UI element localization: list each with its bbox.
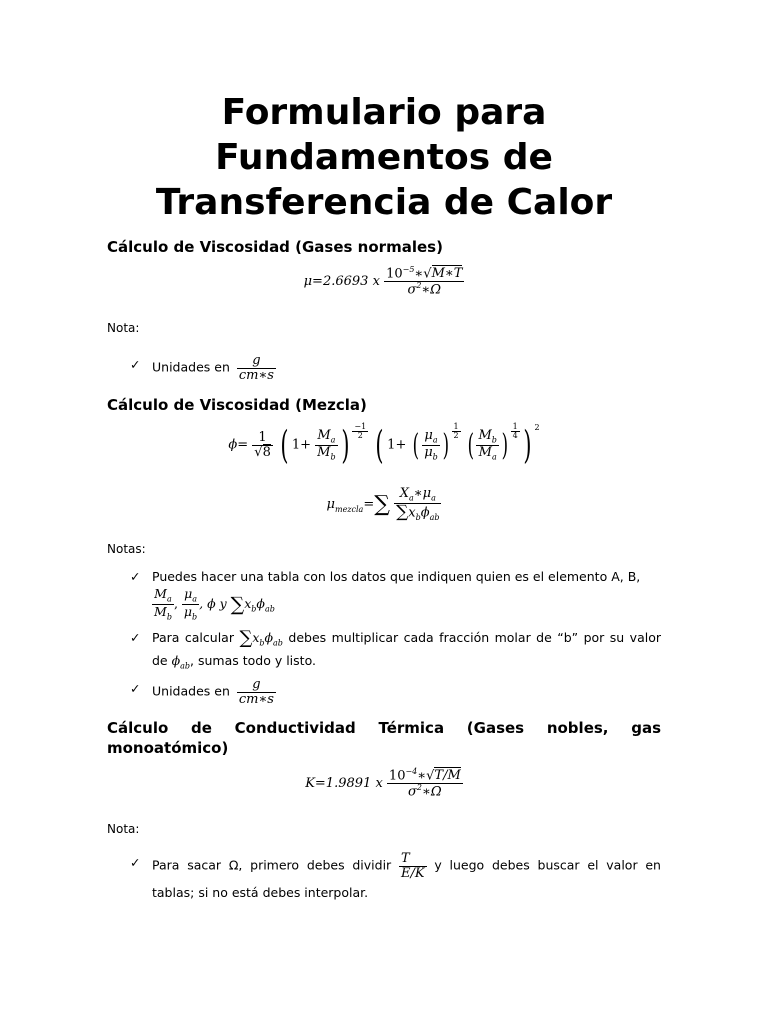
nota-label-2: Notas: xyxy=(107,542,146,556)
bullet-text: Para sacar Ω, primero debes dividir $\frac{T}{E/K}$ y luego debes buscar el valor en xyxy=(152,851,661,881)
section-heading-viscosity-normal: Cálculo de Viscosidad (Gases normales) xyxy=(107,238,443,256)
formula-x: x xyxy=(372,273,380,289)
bullet-text: Unidades en xyxy=(152,359,230,375)
check-icon: ✓ xyxy=(130,569,141,584)
section-heading-viscosity-mix: Cálculo de Viscosidad (Mezcla) xyxy=(107,396,367,414)
list-item xyxy=(130,566,661,628)
check-icon: ✓ xyxy=(130,630,141,645)
bullet-text: Para calcular $\sum x_b\phi_{ab}$ debes multiplicar cada fracción molar de “b” por su valor xyxy=(152,627,662,649)
check-icon: ✓ xyxy=(130,855,141,870)
formula-fraction: $\frac{10^{-4}∗√T/M}{\sigma^2∗\Omega}$ xyxy=(388,767,461,800)
section-heading-conductivity: Cálculo de Conductividad Térmica (Gases nobles, gas monoatómico) xyxy=(107,719,661,757)
bullet-text: Puedes hacer una tabla con los datos que indiquen quien es el elemento A, B, xyxy=(152,569,641,584)
viscosity-normal-formula xyxy=(0,266,768,297)
formula-lhs: μ=2.6693 xyxy=(303,273,369,289)
mix-viscosity-formula: $\mu_{mezcla}=\sum$ $\frac{X_a∗\mu_a}{\sum x_b\phi_{ab}}$ xyxy=(326,486,440,522)
title-line-2: Fundamentos de xyxy=(215,137,553,178)
phi-formula: ϕ= $\frac{1}{√8}$ ( 1+ $\frac{M_a}{M_b}$ ) $^{\frac{-1}{2}}$ ( 1+ ( $\frac{\mu_a}{\mu_b}$ ) $^{\frac{1}{2}}$ ( $\frac{M_b}{M_a}$ ) $^{\frac{1}{4}}$ ) $^2$ xyxy=(228,422,540,467)
check-icon: ✓ xyxy=(130,357,141,372)
bullet-text: Unidades en xyxy=(152,683,230,699)
list-item xyxy=(130,627,661,673)
list-item xyxy=(130,852,661,904)
units-fraction: $\frac{g}{cm∗s}$ xyxy=(238,353,274,383)
ratio-fraction: $\frac{T}{E/K}$ xyxy=(400,851,425,881)
bullet-formula: $\frac{M_a}{M_b}$ , $\frac{\mu_a}{\mu_b}$ , ϕ y $\sum x_b\phi_{ab}$ xyxy=(154,586,275,622)
units-fraction: $\frac{g}{cm∗s}$ xyxy=(238,677,274,707)
bullet-text-cont: tablas; si no está debes interpolar. xyxy=(152,885,369,900)
check-icon: ✓ xyxy=(130,681,141,696)
formula-lhs: K=1.9891 xyxy=(305,775,372,791)
formula-x: x xyxy=(375,775,383,791)
page-title xyxy=(0,90,768,225)
conductivity-formula xyxy=(0,768,768,799)
nota-label-3: Nota: xyxy=(107,822,140,836)
title-line-1: Formulario para xyxy=(221,92,547,133)
formula-fraction: $\frac{10^{-5}∗√M∗T}{\sigma^2∗\Omega}$ xyxy=(386,265,463,298)
title-line-3: Transferencia de Calor xyxy=(155,182,613,223)
bullet-text-cont: de $\phi_{ab}$, sumas todo y listo. xyxy=(152,653,316,671)
nota-label-1: Nota: xyxy=(107,321,140,335)
